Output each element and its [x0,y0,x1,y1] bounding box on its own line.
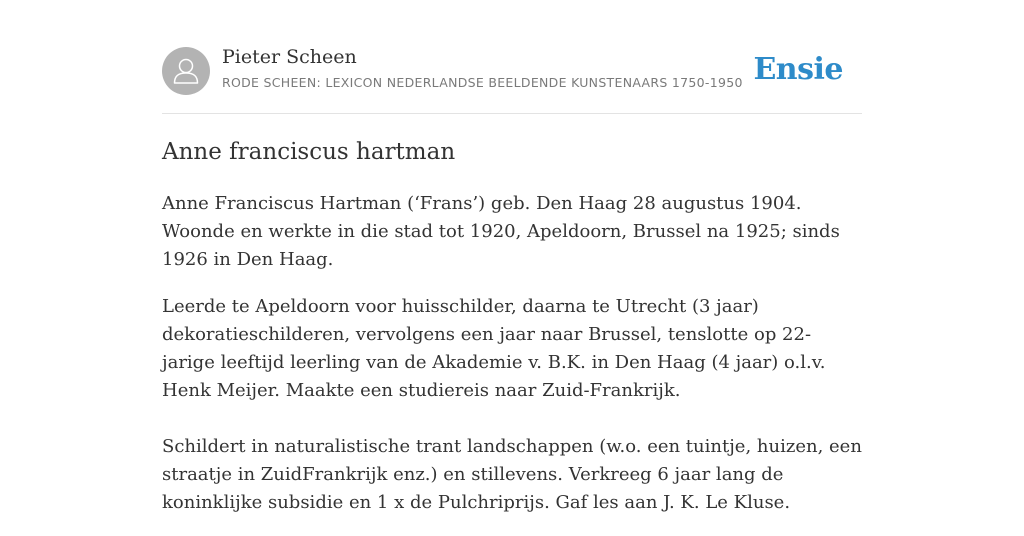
page-content [162,0,862,513]
source-title[interactable]: RODE SCHEEN: LEXICON NEDERLANDSE BEELDENDE KUNSTENAARS 1750-1950 [222,75,743,90]
user-icon [162,47,210,95]
author-name[interactable]: Pieter Scheen [222,46,357,68]
article-header [162,0,862,114]
paragraph: Anne Franciscus Hartman (‘Frans’) geb. Den Haag 28 augustus 1904. Woonde en werkte in die stad tot 1920, Apeldoorn, Brussel na 1925; sinds 1926 in Den Haag. [162,193,840,270]
article-body [162,190,862,536]
article-title: Anne franciscus hartman [162,139,456,165]
avatar[interactable] [162,47,210,95]
paragraph: Schildert in naturalistische trant landschappen (w.o. een tuintje, huizen, een straatje in ZuidFrankrijk enz.) en stillevens. Verkreeg 6 jaar lang de koninklijke subsidie en 1 x de Pulchriprijs. Gaf les aan J. K. Le Kluse. [162,436,862,513]
brand-logo[interactable]: Ensie [753,52,843,87]
paragraph: Leerde te Apeldoorn voor huisschilder, daarna te Utrecht (3 jaar) dekoratieschilderen, vervolgens een jaar naar Brussel, tenslotte op 22-jarige leeftijd leerling van de Akademie v. B.K. in Den Haag (4 jaar) o.l.v. Henk Meijer. Maakte een studiereis naar Zuid-Frankrijk. [162,296,826,401]
